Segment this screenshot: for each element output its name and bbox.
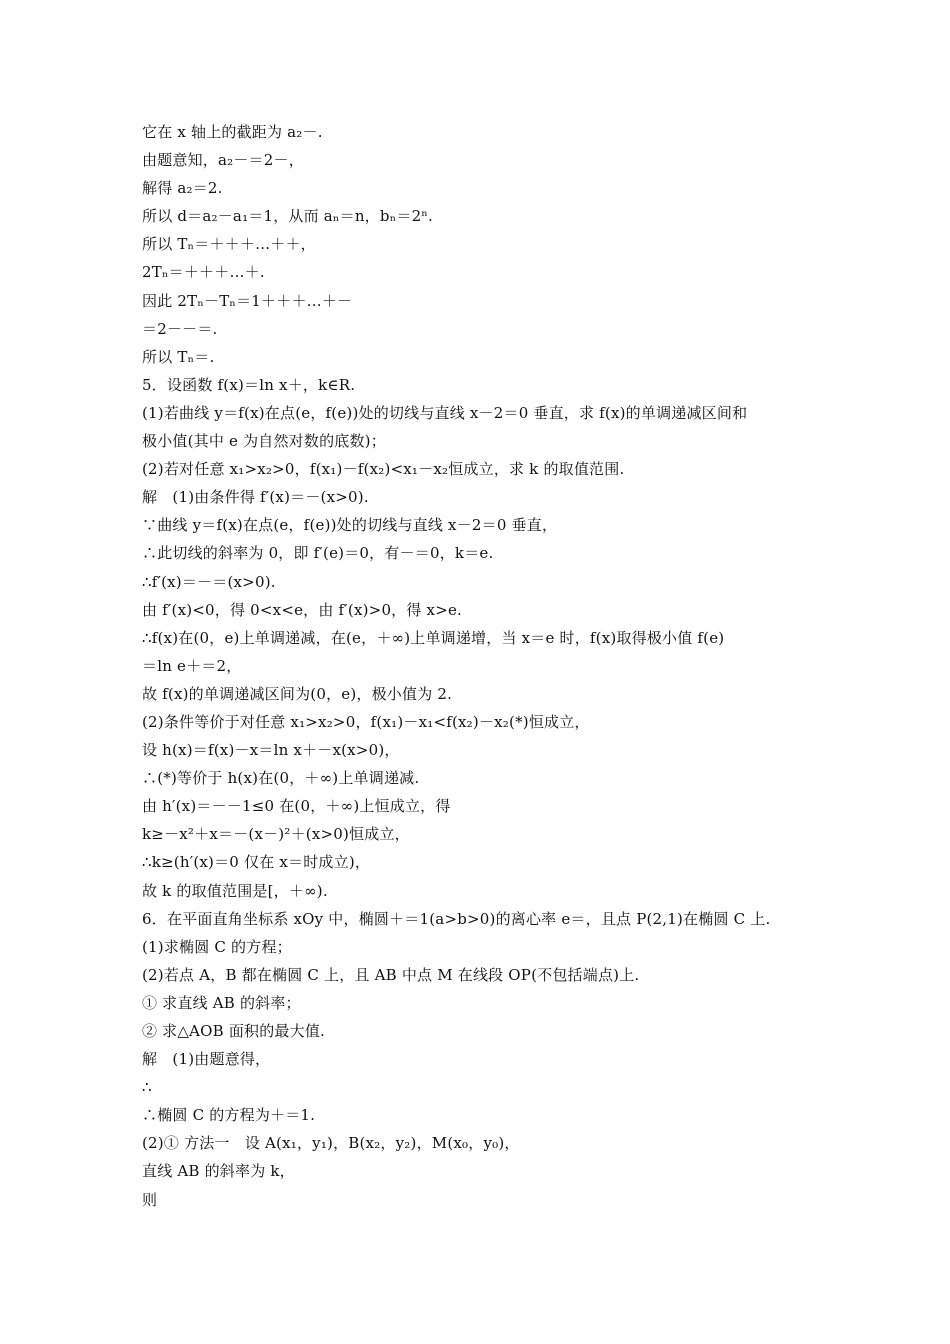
text-line: ∴(*)等价于 h(x)在(0，＋∞)上单调递减. bbox=[142, 769, 420, 788]
problem-6-statement: 6．在平面直角坐标系 xOy 中，椭圆＋＝1(a>b>0)的离心率 e＝，且点 P(2,1)在椭圆 C 上. bbox=[142, 909, 771, 928]
text-line: 则 bbox=[142, 1190, 158, 1209]
solution-heading: 解 (1)由题意得， bbox=[142, 1050, 271, 1069]
text-line: 极小值(其中 e 为自然对数的底数)； bbox=[142, 432, 386, 451]
text-line: 由 f′(x)<0，得 0<x<e，由 f′(x)>0，得 x>e. bbox=[142, 600, 463, 619]
text-line: k≥－x²＋x＝－(x－)²＋(x>0)恒成立， bbox=[142, 825, 410, 844]
text-line: 故 f(x)的单调递减区间为(0，e)，极小值为 2. bbox=[142, 684, 453, 703]
text-line: 因此 2Tₙ－Tₙ＝1＋＋＋…＋－ bbox=[142, 291, 353, 310]
text-line: ∴椭圆 C 的方程为＋＝1. bbox=[142, 1106, 316, 1125]
text-line: 设 h(x)＝f(x)－x＝ln x＋－x(x>0)， bbox=[142, 741, 400, 760]
text-line: 故 k 的取值范围是[，＋∞). bbox=[142, 881, 328, 900]
text-line: ∵曲线 y＝f(x)在点(e，f(e))处的切线与直线 x－2＝0 垂直， bbox=[142, 516, 558, 535]
text-line: 由 h′(x)＝－－1≤0 在(0，＋∞)上恒成立，得 bbox=[142, 797, 451, 816]
text-line: ∴f′(x)＝－＝(x>0). bbox=[142, 572, 276, 591]
text-line: 它在 x 轴上的截距为 a₂－. bbox=[142, 123, 323, 141]
text-line: ＝2－－＝. bbox=[142, 319, 218, 338]
text-line: ∴k≥(h′(x)＝0 仅在 x＝时成立)， bbox=[142, 853, 371, 872]
text-line: ① 求直线 AB 的斜率； bbox=[142, 993, 301, 1012]
text-line: (2)① 方法一 设 A(x₁，y₁)，B(x₂，y₂)，M(x₀，y₀)， bbox=[142, 1134, 520, 1153]
text-line: (2)若点 A，B 都在椭圆 C 上，且 AB 中点 M 在线段 OP(不包括端点)上. bbox=[142, 965, 640, 984]
text-line: 由题意知，a₂－＝2－， bbox=[142, 151, 304, 170]
text-line: 所以 d＝a₂－a₁＝1，从而 aₙ＝n，bₙ＝2ⁿ. bbox=[142, 207, 433, 226]
text-line: 所以 Tₙ＝. bbox=[142, 347, 215, 366]
text-line: ＝ln e＋＝2， bbox=[142, 656, 242, 675]
text-line: (1)若曲线 y＝f(x)在点(e，f(e))处的切线与直线 x－2＝0 垂直，求 f(x)的单调递减区间和 bbox=[142, 403, 748, 422]
solution-text bbox=[142, 118, 822, 1214]
text-line: ∴f(x)在(0，e)上单调递减，在(e，＋∞)上单调递增，当 x＝e 时，f(x)取得极小值 f(e) bbox=[142, 628, 725, 647]
text-line: ∴ bbox=[142, 1078, 152, 1097]
problem-5-statement: 5．设函数 f(x)＝ln x＋，k∈R. bbox=[142, 375, 356, 394]
text-line: (1)求椭圆 C 的方程； bbox=[142, 937, 292, 956]
text-line: 所以 Tₙ＝＋＋＋…＋＋， bbox=[142, 235, 316, 254]
text-line: 直线 AB 的斜率为 k， bbox=[142, 1162, 295, 1181]
text-line: 2Tₙ＝＋＋＋…＋. bbox=[142, 263, 265, 282]
text-line: ② 求△AOB 面积的最大值. bbox=[142, 1022, 325, 1040]
text-line: 解得 a₂＝2. bbox=[142, 179, 223, 198]
text-line: (2)若对任意 x₁>x₂>0，f(x₁)－f(x₂)<x₁－x₂恒成立，求 k 的取值范围. bbox=[142, 460, 625, 479]
text-line: ∴此切线的斜率为 0，即 f′(e)＝0，有－＝0，k＝e. bbox=[142, 544, 494, 563]
text-line: (2)条件等价于对任意 x₁>x₂>0，f(x₁)－x₁<f(x₂)－x₂(*)恒成立， bbox=[142, 712, 590, 731]
solution-heading: 解 (1)由条件得 f′(x)＝－(x>0). bbox=[142, 488, 369, 507]
